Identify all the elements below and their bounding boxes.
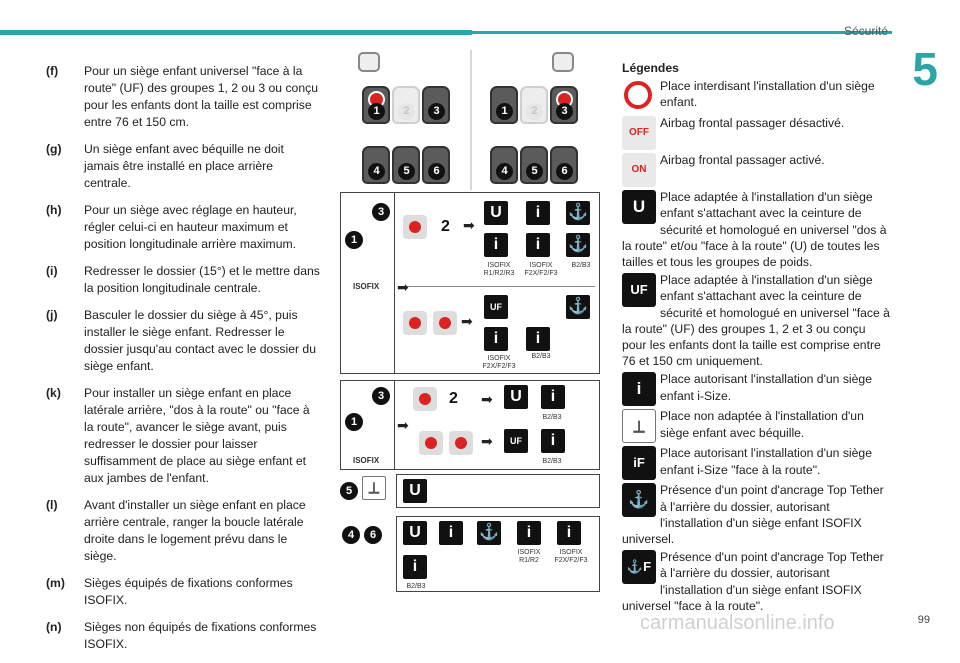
seat-number: 4 <box>368 163 385 180</box>
legend-text: Airbag frontal passager activé. <box>660 153 825 168</box>
front-seat-row-left-hand-drive <box>362 86 450 124</box>
note-item <box>46 385 322 487</box>
seat-number: 4 <box>496 163 513 180</box>
support-leg-icon: ⟂ <box>362 476 386 500</box>
i-size-icon: i <box>526 201 550 225</box>
i-size-icon: i <box>439 521 463 545</box>
panel-rear-center-seat <box>396 474 600 508</box>
legend-text: Place non adaptée à l'installation d'un siège enfant avec béquille. <box>660 409 864 440</box>
seat-number-badge: 4 <box>342 526 360 544</box>
arrow-icon: ➡ <box>481 433 493 449</box>
legend-text: Place interdisant l'installation d'un siège enfant. <box>660 79 875 110</box>
note-item <box>46 619 322 653</box>
header-accent-bar <box>0 30 472 35</box>
seat-number: 3 <box>556 103 573 120</box>
seat-number: 2 <box>398 103 415 120</box>
steering-wheel-icon <box>552 52 574 72</box>
i-size-seat-icon: i <box>526 327 550 351</box>
note-label: (k) <box>46 386 61 400</box>
seat-number: 3 <box>428 103 445 120</box>
note-item <box>46 497 322 565</box>
panel-key <box>341 381 395 469</box>
legend-text: Place adaptée à l'installation d'un siège enfant s'attachant avec la ceinture de sécurité et homologué en universel "face à la route" (UF) des groupes 1, 2 et 3 ou conçu pour les enfants dont la taille est comprise entre 76 et 150 cm uniquement. <box>622 273 890 369</box>
note-text: Pour un siège enfant universel "face à la route" (UF) des groupes 1, 2 ou 3 ou conçu pour les enfants dont la taille est comprise entre 76 et 150 cm. <box>84 64 318 129</box>
airbag-on-icon <box>433 311 457 335</box>
note-item <box>46 141 322 192</box>
seat-number-badge: 6 <box>364 526 382 544</box>
legend-item <box>622 272 892 369</box>
seat-number-badge: 1 <box>345 413 363 431</box>
uf-icon: UF <box>484 295 508 319</box>
legend-item <box>622 482 892 547</box>
booster-class-label: B2/B3 <box>542 414 562 421</box>
seat-number: 6 <box>428 163 445 180</box>
seat-2 <box>520 86 548 124</box>
i-size-seat-icon: i <box>403 555 427 579</box>
legend-item <box>622 371 892 406</box>
seat-number: 5 <box>398 163 415 180</box>
seat-3 <box>422 86 450 124</box>
airbag-on-icon <box>449 431 473 455</box>
seat-number: 5 <box>526 163 543 180</box>
seat-diagram <box>340 50 602 596</box>
i-size-f-icon: iF <box>622 446 656 480</box>
legend-item <box>622 445 892 480</box>
isofix-class-label: ISOFIX R1/R2/R3 <box>483 262 515 277</box>
front-seat-row-right-hand-drive <box>490 86 578 124</box>
page-number: 99 <box>917 614 930 626</box>
steering-wheel-icon <box>358 52 380 72</box>
support-leg-icon: ⟂ <box>622 409 656 443</box>
note-label: (i) <box>46 264 58 278</box>
u-icon: U <box>403 479 427 503</box>
legend-item <box>622 78 892 113</box>
legend-text: Présence d'un point d'ancrage Top Tether à l'arrière du dossier, autorisant l'installation d'un siège enfant ISOFIX universel "face à la route". <box>622 550 884 613</box>
legend-text: Place autorisant l'installation d'un siège enfant i-Size. <box>660 372 872 403</box>
row-separator <box>403 286 595 287</box>
airbag-off-icon: OFF <box>622 116 656 150</box>
rear-seat-row-left-hand-drive <box>362 146 450 184</box>
isofix-class-label: ISOFIX R1/R2 <box>517 549 541 564</box>
note-item <box>46 575 322 609</box>
airbag-on-icon <box>403 311 427 335</box>
seat-number: 2 <box>526 103 543 120</box>
arrow-icon: ➡ <box>463 217 475 233</box>
seat-number-badge: 1 <box>345 231 363 249</box>
isofix-class-label: ISOFIX F2X/F2/F3 <box>482 355 516 370</box>
panel-rear-side-seats <box>396 516 600 592</box>
i-size-seat-icon: i <box>484 233 508 257</box>
arrow-icon: ➡ <box>481 391 493 407</box>
top-tether-icon: ⚓ <box>477 521 501 545</box>
note-label: (n) <box>46 620 62 634</box>
note-label: (l) <box>46 498 58 512</box>
seat-4 <box>490 146 518 184</box>
booster-class-label: B2/B3 <box>406 583 426 590</box>
top-tether-icon: ⚓ <box>622 483 656 517</box>
chapter-number: 5 <box>912 43 938 95</box>
note-label: (h) <box>46 203 62 217</box>
legend-item <box>622 189 892 270</box>
isofix-label: ISOFIX <box>353 282 380 291</box>
note-text: Un siège enfant avec béquille ne doit jamais être installé en place arrière centrale. <box>84 142 284 190</box>
i-size-seat-icon: i <box>526 233 550 257</box>
seat-6 <box>550 146 578 184</box>
note-text: Pour installer un siège enfant en place latérale arrière, "dos à la route" ou "face à la route", avancer le siège avant, puis redresser le dossier pour laisser suffisamment de place au siège enfant et aux jambes de l'enfant. <box>84 386 310 485</box>
isofix-class-label: ISOFIX F2X/F2/F3 <box>554 549 588 564</box>
panel-front-passenger-seat-no-isofix <box>340 380 600 470</box>
airbag-on-icon: ON <box>622 153 656 187</box>
i-size-seat-icon: i <box>517 521 541 545</box>
seat-2 <box>392 86 420 124</box>
legend-text: Place autorisant l'installation d'un siège enfant i-Size "face à la route". <box>660 446 872 477</box>
top-tether-icon: ⚓ <box>566 201 590 225</box>
arrow-icon: ➡ <box>461 313 473 329</box>
watermark: carmanualsonline.info <box>640 612 835 634</box>
note-text: Basculer le dossier du siège à 45°, puis installer le siège enfant. Redresser le dossier jusqu'au contact avec le dossier du siège enfant. <box>84 308 316 373</box>
seat-5 <box>392 146 420 184</box>
note-item <box>46 307 322 375</box>
i-size-seat-icon: i <box>557 521 581 545</box>
u-icon: U <box>504 385 528 409</box>
seat-number-badge: 3 <box>372 387 390 405</box>
arrow-icon: ➡ <box>397 279 409 295</box>
panel-front-passenger-seat <box>340 192 600 374</box>
seat-1 <box>490 86 518 124</box>
seat-number: 1 <box>368 103 385 120</box>
uf-icon: UF <box>622 273 656 307</box>
legend-title: Légendes <box>622 61 679 75</box>
booster-class-label: B2/B3 <box>531 353 551 360</box>
seat-number: 6 <box>556 163 573 180</box>
seat-4 <box>362 146 390 184</box>
legend-item <box>622 152 892 187</box>
airbag-off-icon <box>413 387 437 411</box>
airbag-on-icon <box>419 431 443 455</box>
arrow-icon: ➡ <box>397 417 409 433</box>
note-item <box>46 263 322 297</box>
u-icon: U <box>484 201 508 225</box>
ban-icon <box>622 79 656 113</box>
note-text: Avant d'installer un siège enfant en place arrière centrale, ranger la boucle latérale droite dans le logement prévu dans le siège. <box>84 498 306 563</box>
u-icon: U <box>622 190 656 224</box>
i-size-seat-icon: i <box>484 327 508 351</box>
booster-class-label: B2/B3 <box>542 458 562 465</box>
airbag-off-icon <box>403 215 427 239</box>
note-text: Sièges équipés de fixations conformes ISOFIX. <box>84 576 293 607</box>
group-2-label: 2 <box>441 218 450 235</box>
legend <box>622 60 892 614</box>
isofix-class-label: ISOFIX F2X/F2/F3 <box>524 262 558 277</box>
u-icon: U <box>403 521 427 545</box>
i-size-icon: i <box>622 372 656 406</box>
note-text: Pour un siège avec réglage en hauteur, régler celui-ci en hauteur maximum et position longitudinale arrière maximum. <box>84 203 297 251</box>
legend-item <box>622 549 892 614</box>
seat-3 <box>550 86 578 124</box>
section-title: Sécurité <box>843 24 888 38</box>
i-size-seat-icon: i <box>541 429 565 453</box>
note-item <box>46 63 322 131</box>
layout-divider <box>470 50 472 190</box>
note-text: Redresser le dossier (15°) et le mettre dans la position longitudinale centrale. <box>84 264 320 295</box>
uf-icon: UF <box>504 429 528 453</box>
notes-list <box>46 63 322 663</box>
top-tether-f-icon: ⚓F <box>622 550 656 584</box>
seat-number-badge: 5 <box>340 482 358 500</box>
legend-text: Airbag frontal passager désactivé. <box>660 116 845 131</box>
legend-text: Place adaptée à l'installation d'un siège enfant s'attachant avec la ceinture de sécurité et homologué en universel "dos à la route" et/ou "face à la route" (U) de toutes les tailles et tous les groupes de poids. <box>622 190 887 270</box>
note-label: (m) <box>46 576 65 590</box>
top-tether-f-icon: ⚓ <box>566 295 590 319</box>
group-2-label: 2 <box>449 390 458 407</box>
panel-key <box>341 193 395 373</box>
rear-seat-row-right-hand-drive <box>490 146 578 184</box>
top-tether-icon: ⚓ <box>566 233 590 257</box>
header-rule <box>472 31 892 34</box>
booster-class-label: B2/B3 <box>571 262 591 269</box>
legend-text: Présence d'un point d'ancrage Top Tether à l'arrière du dossier, autorisant l'installation d'un siège enfant ISOFIX universel. <box>622 483 884 547</box>
legend-item <box>622 115 892 150</box>
seat-5 <box>520 146 548 184</box>
note-label: (j) <box>46 308 58 322</box>
note-label: (f) <box>46 64 59 78</box>
seat-6 <box>422 146 450 184</box>
isofix-label: ISOFIX <box>353 456 380 465</box>
seat-number-badge: 3 <box>372 203 390 221</box>
legend-item <box>622 408 892 443</box>
note-text: Sièges non équipés de fixations conformes ISOFIX. <box>84 620 317 651</box>
seat-number: 1 <box>496 103 513 120</box>
i-size-seat-icon: i <box>541 385 565 409</box>
note-label: (g) <box>46 142 62 156</box>
seat-1 <box>362 86 390 124</box>
note-item <box>46 202 322 253</box>
